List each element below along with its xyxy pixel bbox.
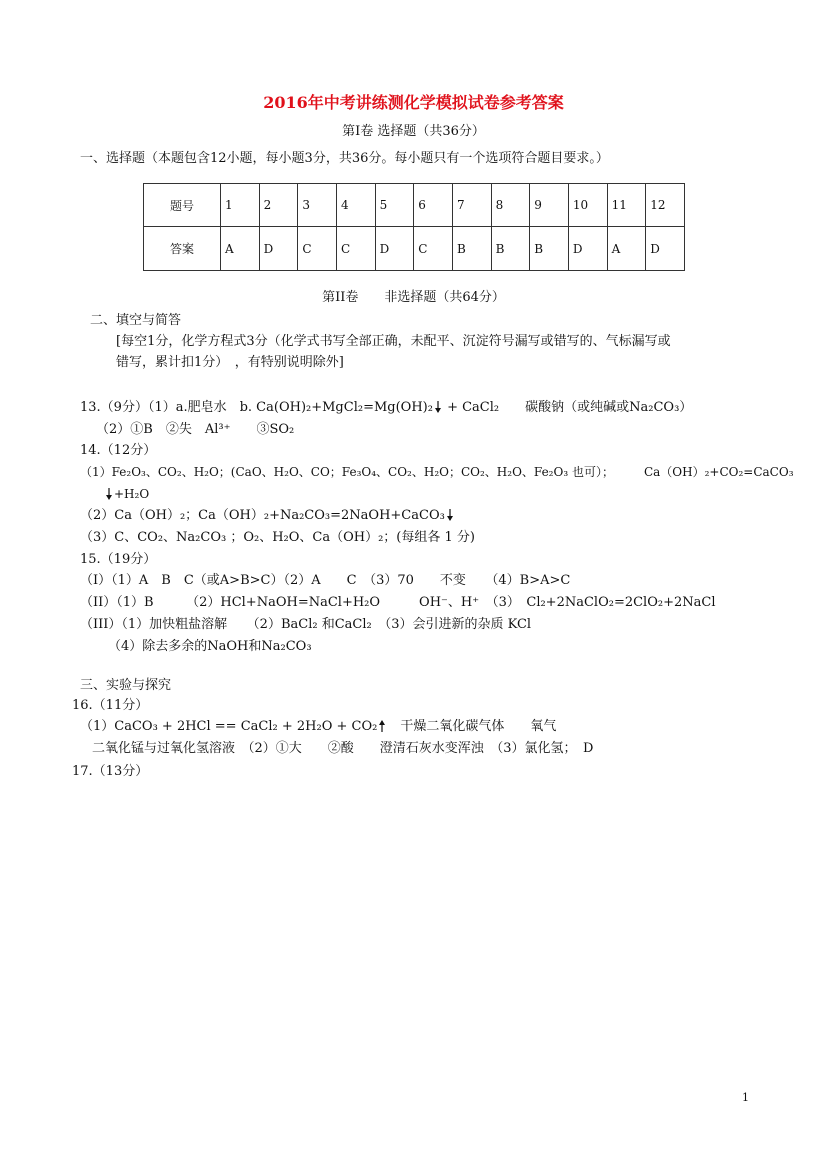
table-cell: D <box>646 227 685 271</box>
table-cell: 1 <box>221 184 260 227</box>
q15-line2: （II）（1）B （2）HCl+NaOH=NaCl+H₂O OH⁻、H⁺ （3） Cl₂+2NaClO₂=2ClO₂+2NaCl <box>80 595 716 610</box>
table-cell: B <box>491 227 530 271</box>
table-cell: 3 <box>298 184 337 227</box>
table-cell: 12 <box>646 184 685 227</box>
table-cell: C <box>298 227 337 271</box>
table-row-numbers <box>144 184 685 227</box>
table-header-answer: 答案 <box>144 227 221 271</box>
q15-heading: 15.（19分） <box>80 552 157 567</box>
q15-line4: （4）除去多余的NaOH和Na₂CO₃ <box>108 639 312 654</box>
q14-line1: （1）Fe₂O₃、CO₂、H₂O；(CaO、H₂O、CO；Fe₃O₄、CO₂、H₂O；CO₂、H₂O、Fe₂O₃ 也可）； Ca（OH）₂+CO₂=CaCO₃ <box>80 465 794 479</box>
table-cell: 11 <box>607 184 646 227</box>
q13-part-a: 13.（9分）（1）a.肥皂水 b. Ca(OH)₂+MgCl₂=Mg(OH)₂ <box>80 400 433 415</box>
q16-line1 <box>80 720 556 733</box>
table-cell: 4 <box>336 184 375 227</box>
table-cell: 5 <box>375 184 414 227</box>
table-cell: A <box>607 227 646 271</box>
q14-line4: （3）C、CO₂、Na₂CO₃ ；O₂、H₂O、Ca（OH）₂；(每组各 1 分) <box>80 530 475 545</box>
q17-heading: 17.（13分） <box>72 764 149 779</box>
q14-line2 <box>104 488 149 500</box>
table-cell: D <box>568 227 607 271</box>
table-row-answers <box>144 227 685 271</box>
q13-line2: （2）①B ②失 Al³⁺ ③SO₂ <box>96 422 295 437</box>
q16-line1-rest: 干燥二氧化碳气体 氧气 <box>387 719 557 734</box>
down-arrow-icon <box>445 509 455 521</box>
q16-line2: 二氧化锰与过氧化氢溶液 （2）①大 ②酸 澄清石灰水变浑浊 （3）氯化氢； D <box>92 741 594 756</box>
up-arrow-icon <box>377 720 387 732</box>
table-cell: C <box>336 227 375 271</box>
table-cell: 10 <box>568 184 607 227</box>
table-cell: 9 <box>530 184 569 227</box>
page-number: 1 <box>742 1091 749 1104</box>
table-cell: 6 <box>414 184 453 227</box>
table-cell: D <box>375 227 414 271</box>
table-cell: 7 <box>452 184 491 227</box>
q14-heading: 14.（12分） <box>80 443 157 458</box>
table-cell: 2 <box>259 184 298 227</box>
table-cell: C <box>414 227 453 271</box>
table-cell: B <box>452 227 491 271</box>
answer-table <box>143 183 685 271</box>
q14-line3 <box>80 509 455 522</box>
section1-heading: 一、选择题（本题包含12小题，每小题3分，共36分。每小题只有一个选项符合题目要求。） <box>80 151 609 166</box>
q13-line1 <box>80 401 692 414</box>
table-cell: 8 <box>491 184 530 227</box>
table-cell: D <box>259 227 298 271</box>
scoring-note-line2: 错写，累计扣1分） ，有特别说明除外] <box>116 355 344 370</box>
section3-heading: 三、实验与探究 <box>80 678 172 693</box>
table-cell: B <box>530 227 569 271</box>
q15-line3: （III）（1）加快粗盐溶解 （2）BaCl₂ 和CaCl₂ （3）会引进新的杂质 KCl <box>80 617 532 632</box>
down-arrow-icon <box>104 488 114 500</box>
scoring-note-line1: [每空1分，化学方程式3分（化学式书写全部正确，未配平、沉淀符号漏写或错写的、气标漏写或 <box>116 334 671 349</box>
q15-line1: （I）（1）A B C（或A>B>C）（2）A C （3）70 不变 （4）B>A>C <box>80 573 571 588</box>
q16-heading: 16.（11分） <box>72 698 149 713</box>
q14-line3-text: （2）Ca（OH）₂；Ca（OH）₂+Na₂CO₃=2NaOH+CaCO₃ <box>80 508 445 523</box>
q16-line1-equation: （1）CaCO₃ + 2HCl == CaCl₂ + 2H₂O + CO₂ <box>80 719 378 734</box>
table-header-number: 题号 <box>144 184 221 227</box>
table-cell: A <box>221 227 260 271</box>
part2-heading: 第II卷 非选择题（共64分） <box>322 290 505 305</box>
down-arrow-icon <box>433 401 443 413</box>
part1-heading: 第Ⅰ卷 选择题（共36分） <box>342 124 485 139</box>
section2-heading: 二、填空与简答 <box>90 313 182 328</box>
q14-line2-text: +H₂O <box>114 487 150 501</box>
q13-part-b: + CaCl₂ 碳酸钠（或纯碱或Na₂CO₃） <box>442 400 693 415</box>
page-title: 2016年中考讲练测化学模拟试卷参考答案 <box>263 93 564 112</box>
